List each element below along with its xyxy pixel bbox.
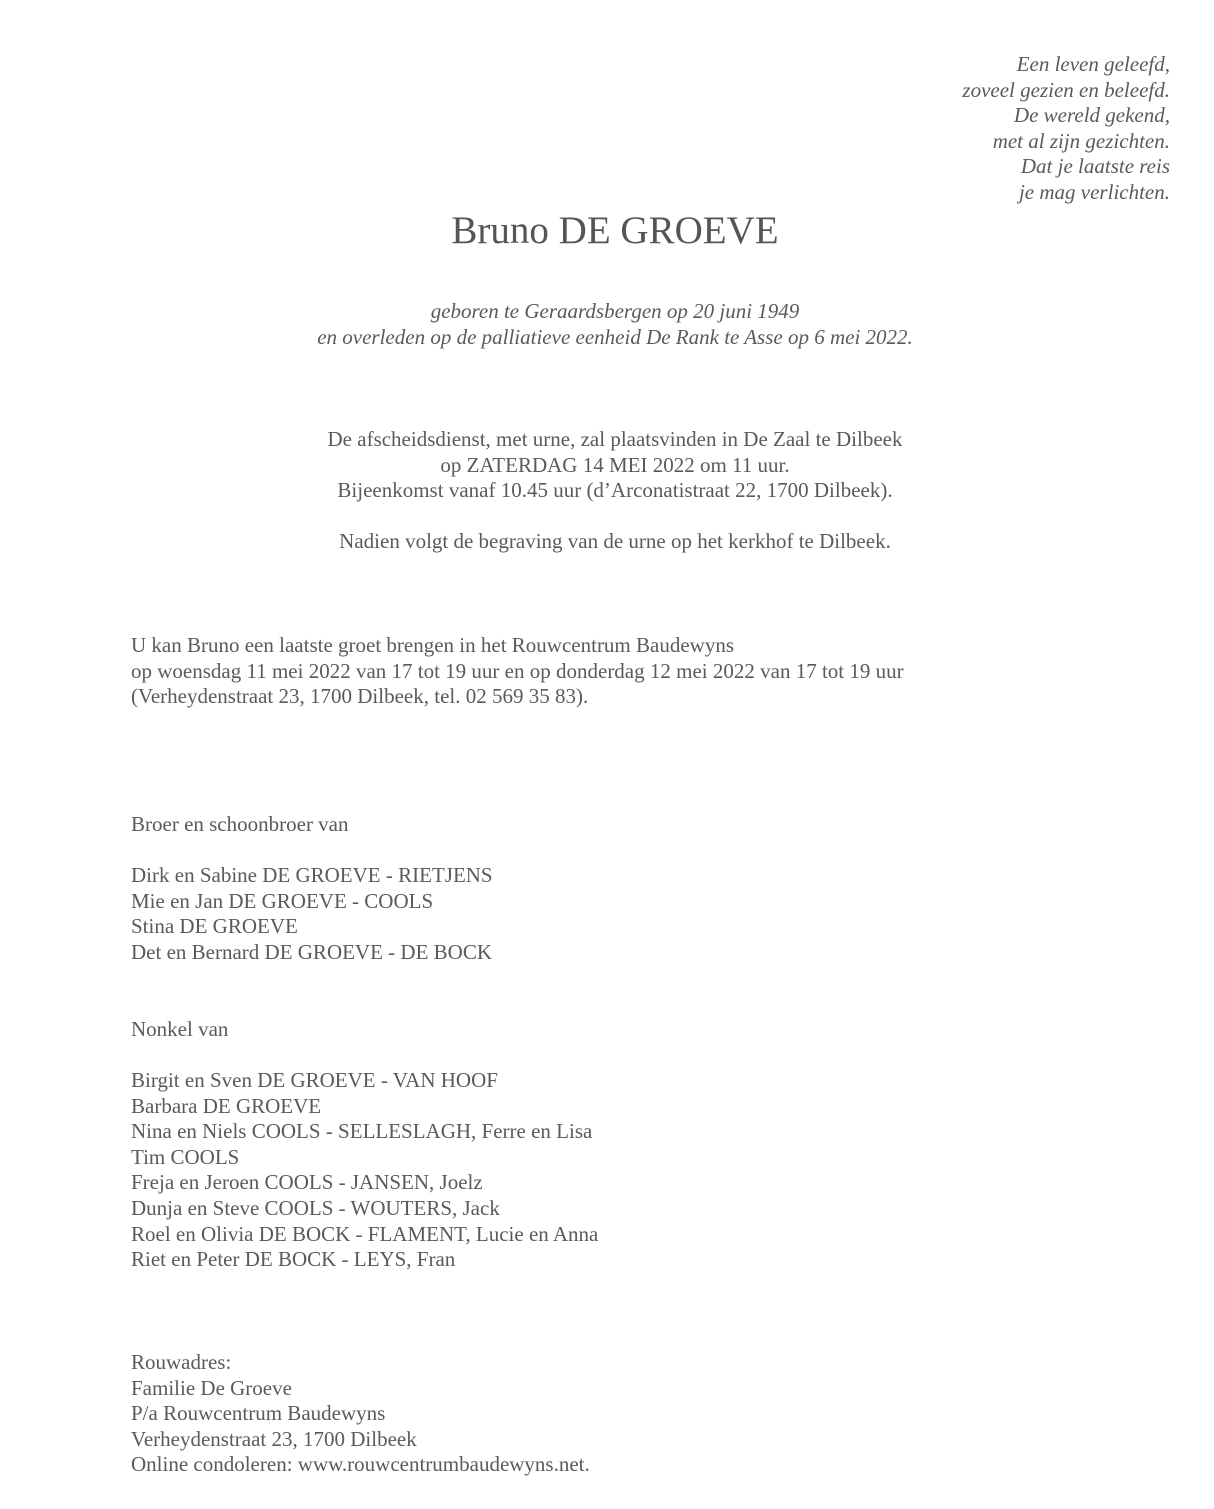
visitation-line: U kan Bruno een laatste groet brengen in het Rouwcentrum Baudewyns [131, 633, 735, 657]
siblings-list [131, 863, 493, 965]
address-line: Verheydenstraat 23, 1700 Dilbeek [131, 1426, 417, 1451]
list-item: Freja en Jeroen COOLS - JANSEN, Joelz [131, 1170, 483, 1195]
list-item: Roel en Olivia DE BOCK - FLAMENT, Lucie en Anna [131, 1221, 599, 1246]
list-item: Dirk en Sabine DE GROEVE - RIETJENS [131, 863, 493, 887]
nephews-list [131, 1068, 598, 1273]
list-item: Stina DE GROEVE [131, 914, 298, 939]
funeral-service-info [0, 427, 1214, 555]
deceased-name: Bruno DE GROEVE [451, 209, 779, 252]
visitation-line: op woensdag 11 mei 2022 van 17 tot 19 uur en op donderdag 12 mei 2022 van 17 tot 19 uur [131, 658, 904, 683]
poem-line: Dat je laatste reis [1020, 154, 1170, 179]
poem-line: zoveel gezien en beleefd. [962, 77, 1170, 102]
poem-line: je mag verlichten. [1018, 179, 1170, 204]
condolence-line: Online condoleren: www.rouwcentrumbaudewyns.net. [131, 1452, 590, 1477]
poem-line: Een leven geleefd, [1016, 52, 1170, 76]
visitation-line: (Verheydenstraat 23, 1700 Dilbeek, tel. 02 569 35 83). [131, 684, 589, 709]
burial-info: Nadien volgt de begraving van de urne op het kerkhof te Dilbeek. [339, 529, 891, 554]
birth-line: geboren te Geraardsbergen op 20 juni 1949 [430, 299, 800, 323]
address-heading: Rouwadres: [131, 1350, 232, 1374]
list-item: Barbara DE GROEVE [131, 1093, 322, 1118]
list-item: Riet en Peter DE BOCK - LEYS, Fran [131, 1247, 456, 1272]
service-gathering: Bijeenkomst vanaf 10.45 uur (d’Arconatistraat 22, 1700 Dilbeek). [337, 478, 893, 503]
service-date: op ZATERDAG 14 MEI 2022 om 11 uur. [440, 452, 790, 477]
death-line: en overleden op de palliatieve eenheid De Rank te Asse op 6 mei 2022. [317, 324, 913, 349]
list-item: Mie en Jan DE GROEVE - COOLS [131, 888, 434, 913]
nephews-heading: Nonkel van [131, 1017, 229, 1041]
address-line: P/a Rouwcentrum Baudewyns [131, 1401, 386, 1426]
list-item: Nina en Niels COOLS - SELLESLAGH, Ferre en Lisa [131, 1119, 593, 1144]
list-item: Birgit en Sven DE GROEVE - VAN HOOF [131, 1068, 498, 1092]
mourning-address [131, 1350, 590, 1478]
list-item: Dunja en Steve COOLS - WOUTERS, Jack [131, 1195, 500, 1220]
address-line: Familie De Groeve [131, 1375, 292, 1400]
siblings-heading: Broer en schoonbroer van [131, 812, 349, 836]
poem-line: met al zijn gezichten. [992, 128, 1170, 153]
list-item: Tim COOLS [131, 1144, 240, 1169]
memorial-poem [962, 52, 1170, 206]
poem-line: De wereld gekend, [1013, 103, 1170, 128]
birth-death-info [0, 299, 1214, 350]
visitation-info [131, 633, 904, 710]
service-location: De afscheidsdienst, met urne, zal plaatsvinden in De Zaal te Dilbeek [327, 427, 903, 451]
list-item: Det en Bernard DE GROEVE - DE BOCK [131, 939, 493, 964]
